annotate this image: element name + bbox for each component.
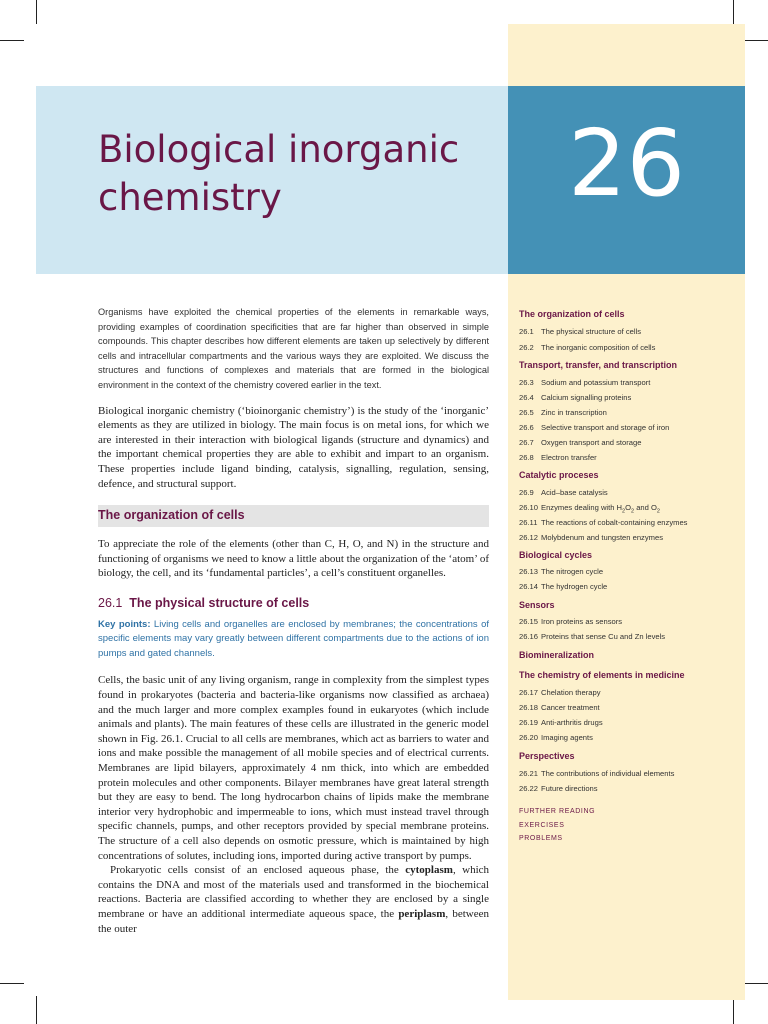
toc-item-number: 26.7 xyxy=(519,438,534,447)
toc-exercises[interactable]: EXERCISES xyxy=(519,821,565,829)
toc-item-text: Oxygen transport and storage xyxy=(541,438,642,447)
crop-mark xyxy=(744,983,768,984)
toc-item-number: 26.8 xyxy=(519,453,534,462)
toc-item-text: Enzymes dealing with $H_2O_2$ and $O_2$ xyxy=(541,503,660,515)
toc-item-text: Molybdenum and tungsten enzymes xyxy=(541,533,663,542)
crop-mark xyxy=(0,40,24,41)
toc-item[interactable] xyxy=(519,784,689,794)
toc-further-reading[interactable]: FURTHER READING xyxy=(519,808,596,815)
crop-mark xyxy=(733,0,734,24)
key-term: periplasm xyxy=(398,907,446,920)
chapter-title-line: Biological inorganic xyxy=(98,128,460,171)
chapter-title-line: chemistry xyxy=(98,176,282,219)
toc-item-number: 26.6 xyxy=(519,423,534,432)
toc-item[interactable] xyxy=(519,408,689,418)
text-run: , which contains the DNA and most of the materials used and transformed in the biochemical reactions. Bacteria are classified according to whether they are enclosed by a single membrane or have an additional intermediate aqueous space, the xyxy=(98,864,490,920)
subsection-heading xyxy=(98,596,489,610)
toc-item[interactable] xyxy=(519,518,689,528)
toc-item-text: Iron proteins as sensors xyxy=(541,617,623,626)
toc-item-text: Cancer treatment xyxy=(541,703,600,712)
toc-item[interactable] xyxy=(519,378,689,388)
body-paragraph: To appreciate the role of the elements (other than C, H, O, and N) in the structure and functioning of organisms we need to know a little about the organization of the ‘atom’ of biology, the cell, and its ‘fundamental particles’, a cell’s constituent organelles. xyxy=(98,538,489,580)
toc-heading[interactable]: Catalytic proceses xyxy=(519,470,599,480)
toc-item[interactable] xyxy=(519,703,689,713)
toc-item[interactable] xyxy=(519,343,689,353)
toc-item[interactable] xyxy=(519,488,689,498)
toc-item-number: 26.22 xyxy=(519,784,539,793)
toc-item[interactable] xyxy=(519,327,689,337)
toc-item-number: 26.3 xyxy=(519,378,534,387)
toc-item-number: 26.13 xyxy=(519,567,539,576)
toc-item-number: 26.4 xyxy=(519,393,534,402)
toc-item-text: Anti-arthritis drugs xyxy=(541,718,603,727)
crop-mark xyxy=(36,996,37,1024)
toc-item-number: 26.16 xyxy=(519,632,539,641)
toc-item-text: The physical structure of cells xyxy=(541,327,642,336)
toc-item-text: Calcium signalling proteins xyxy=(541,393,632,402)
toc-item-number: 26.17 xyxy=(519,688,539,697)
body-paragraph: Biological inorganic chemistry (‘bioinorganic chemistry’) is the study of the ‘inorganic’ elements as they are utilized in biology. The main focus is on metal ions, for which we are interested in their interaction with biological ligands (structure and dynamics) and the important chemical properties they are able to exhibit and impart to an organism. These properties include ligand binding, catalysis, signalling, regulation, sensing, defence, and structural support. xyxy=(98,404,489,490)
key-points-text: Living cells and organelles are enclosed by membranes; the concentrations of specific elements may vary greatly between different compartments due to the actions of ion pumps and gated channels. xyxy=(98,618,490,659)
crop-mark xyxy=(744,40,768,41)
toc-item[interactable] xyxy=(519,453,689,463)
text-run: , between the outer xyxy=(98,907,489,935)
toc-problems[interactable]: PROBLEMS xyxy=(519,835,563,842)
toc-item[interactable] xyxy=(519,582,689,592)
toc-item-text: The reactions of cobalt-containing enzymes xyxy=(541,518,688,527)
toc-item[interactable] xyxy=(519,688,689,698)
toc-heading[interactable]: Sensors xyxy=(519,600,555,610)
toc-item[interactable] xyxy=(519,718,689,728)
toc-item-text: The hydrogen cycle xyxy=(541,582,608,591)
toc-heading[interactable]: Biomineralization xyxy=(519,650,595,660)
toc-item-number: 26.18 xyxy=(519,703,539,712)
toc-item-number: 26.21 xyxy=(519,769,539,778)
chapter-title xyxy=(98,126,498,222)
toc-item[interactable] xyxy=(519,533,689,543)
key-points-label: Key points: xyxy=(98,618,151,630)
toc-item-text: Electron transfer xyxy=(541,453,597,462)
toc-heading[interactable]: The organization of cells xyxy=(519,309,625,319)
crop-mark xyxy=(733,996,734,1024)
toc-item-number: 26.10 xyxy=(519,503,539,512)
key-points xyxy=(98,618,489,662)
toc-item[interactable] xyxy=(519,438,689,448)
toc-item-number: 26.20 xyxy=(519,733,539,742)
toc-item-number: 26.5 xyxy=(519,408,534,417)
toc-item-number: 26.15 xyxy=(519,617,539,626)
chapter-number: 26 xyxy=(567,110,686,217)
toc-item-number: 26.9 xyxy=(519,488,534,497)
toc-item-text: The contributions of individual elements xyxy=(541,769,675,778)
toc-item-text: The nitrogen cycle xyxy=(541,567,604,576)
toc-item-text: Imaging agents xyxy=(541,733,593,742)
toc-item-number: 26.12 xyxy=(519,533,539,542)
subsection-number: 26.1 xyxy=(98,595,123,610)
toc-heading[interactable]: Transport, transfer, and transcription xyxy=(519,360,678,370)
toc-item-number: 26.14 xyxy=(519,582,539,591)
toc-item-number: 26.11 xyxy=(519,518,538,527)
toc-item-number: 26.2 xyxy=(519,343,534,352)
toc-item[interactable] xyxy=(519,632,689,642)
toc-item-text: Zinc in transcription xyxy=(541,408,607,417)
toc-item-text: Future directions xyxy=(541,784,598,793)
toc-item-text: Acid–base catalysis xyxy=(541,488,608,497)
body-paragraph: Cells, the basic unit of any living organism, range in complexity from the simplest types found in prokaryotes (bacteria and bacteria-like organisms now classified as archaea) and the much larger and more complex examples found in eukaryotes (which include animals and plants). The main features of these cells are illustrated in the generic model shown in Fig. 26.1. Crucial to all cells are membranes, which act as barriers to water and ions and make possible the management of all mobile species and of electrical currents. Membranes are lipid bilayers, approximately 4 nm thick, into which are embedded protein molecules and other components. Bilayer membranes have great lateral strength but they are easy to bend. The long hydrocarbon chains of lipids make the membrane interior very hydrophobic and impermeable to ions, which must instead travel through specific channels, pumps, and other receptors provided by special membrane proteins. The structure of a cell also depends on osmotic pressure, which is maintained by high concentrations of solutes, including ions, imported during active transport by pumps. xyxy=(98,674,489,862)
toc-item[interactable] xyxy=(519,617,689,627)
toc-heading[interactable]: Biological cycles xyxy=(519,550,593,560)
toc-item-text: Chelation therapy xyxy=(541,688,601,697)
toc-item-text: Selective transport and storage of iron xyxy=(541,423,670,432)
subsection-title: The physical structure of cells xyxy=(129,595,310,610)
toc-item-number: 26.1 xyxy=(519,327,534,336)
toc-item[interactable] xyxy=(519,567,689,577)
text-run: Prokaryotic cells consist of an enclosed aqueous phase, the xyxy=(110,864,406,877)
toc-item-text: Proteins that sense Cu and Zn levels xyxy=(541,632,666,641)
toc-item[interactable] xyxy=(519,393,689,403)
crop-mark xyxy=(0,983,24,984)
chapter-contents xyxy=(519,308,689,846)
section-heading-bar xyxy=(98,505,489,527)
toc-heading[interactable]: The chemistry of elements in medicine xyxy=(519,670,685,680)
main-column xyxy=(98,305,489,936)
toc-item-text: The inorganic composition of cells xyxy=(541,343,656,352)
toc-item[interactable] xyxy=(519,733,689,743)
key-term: cytoplasm xyxy=(405,864,453,877)
crop-mark xyxy=(36,0,37,24)
toc-item-text: Sodium and potassium transport xyxy=(541,378,651,387)
toc-item[interactable] xyxy=(519,769,689,779)
body-paragraph xyxy=(98,863,489,936)
toc-item[interactable] xyxy=(519,503,689,513)
toc-heading[interactable]: Perspectives xyxy=(519,751,575,761)
toc-item[interactable] xyxy=(519,423,689,433)
chapter-intro: Organisms have exploited the chemical properties of the elements in remarkable ways, providing examples of coordination specificities that are far higher than observed in simple compounds. This chapter describes how different elements are taken up selectively by different cells and intracellular compartments and the various ways they are exploited. We discuss the structures and functions of complexes and materials that are formed in the biological environment in the context of the chemistry covered earlier in the text. xyxy=(98,307,489,390)
toc-item-number: 26.19 xyxy=(519,718,539,727)
section-heading: The organization of cells xyxy=(98,508,245,523)
